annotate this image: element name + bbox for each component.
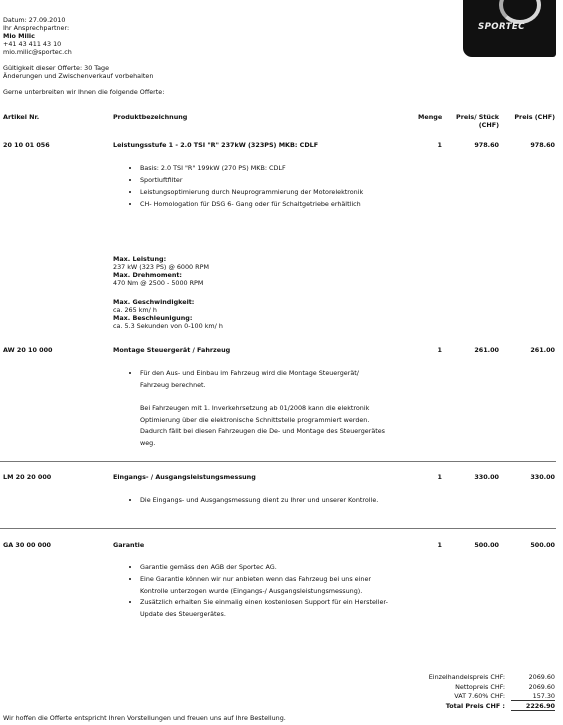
summary-value: 2069.60: [528, 683, 555, 691]
bullet: • CH- Homologation für DSG 6- Gang oder für Schaltgetriebe erhältlich: [140, 198, 390, 210]
column-header-unit-price-2: (CHF): [478, 121, 499, 129]
sportec-logo: [463, 0, 556, 57]
item-unit-price: 261.00: [474, 346, 499, 354]
logo-text: SPORTEC: [478, 22, 525, 32]
spec-value: 237 kW (323 PS) @ 6000 RPM: [113, 263, 209, 271]
bullet: • Garantie gemäss den AGB der Sportec AG.: [140, 562, 390, 574]
validity-note: [3, 64, 153, 80]
item-product: Eingangs- / Ausgangsleistungsmessung: [113, 473, 256, 481]
spec-label: Max. Leistung:: [113, 255, 167, 263]
column-header-article: Artikel Nr.: [3, 113, 40, 121]
spec-value: 470 Nm @ 2500 - 5000 RPM: [113, 279, 204, 287]
item-bullets: [130, 162, 390, 210]
item-product: Montage Steuergerät / Fahrzeug: [113, 346, 231, 354]
footer-text: Wir hoffen die Offerte entspricht Ihren Vorstellungen und freuen uns auf Ihre Bestellung.: [3, 714, 286, 722]
item-specs: [113, 298, 223, 330]
item-product: Leistungsstufe 1 - 2.0 TSI "R" 237kW (323PS) MKB: CDLF: [113, 141, 319, 149]
item-unit-price: 330.00: [474, 473, 499, 481]
row-divider: [0, 461, 556, 462]
column-header-qty: Menge: [418, 113, 443, 121]
summary-total-value: 2226.90: [511, 702, 555, 711]
intro-text: Gerne unterbreiten wir Ihnen die folgende Offerte:: [3, 88, 165, 96]
header-info: [3, 16, 72, 56]
summary-label: VAT 7.60% CHF:: [454, 692, 505, 700]
column-header-unit-price-1: Preis/ Stück: [456, 113, 499, 121]
item-qty: 1: [437, 346, 442, 354]
bullet: • Für den Aus- und Einbau im Fahrzeug wird die Montage Steuergerät/ Fahrzeug berechnet.: [140, 367, 380, 391]
item-article: 20 10 01 056: [3, 141, 50, 149]
column-header-product: Produktbezeichnung: [113, 113, 188, 121]
spec-label: Max. Drehmoment:: [113, 271, 182, 279]
bullet: • Zusätzlich erhalten Sie einmalig einen kostenlosen Support für ein Hersteller- Update des Steuergerätes.: [140, 597, 390, 621]
bullet: • Leistungsoptimierung durch Neuprogrammierung der Motorelektronik: [140, 186, 390, 198]
item-bullets: [130, 562, 390, 621]
item-article: AW 20 10 000: [3, 346, 53, 354]
item-specs: [113, 255, 209, 287]
summary-value: 157.30: [511, 692, 555, 701]
item-price: 978.60: [530, 141, 555, 149]
offer-date: Datum: 27.09.2010: [3, 16, 66, 24]
contact-email[interactable]: mio.milic@sportec.ch: [3, 48, 72, 56]
bullet: • Die Eingangs- und Ausgangsmessung dient zu Ihrer und unserer Kontrolle.: [140, 494, 380, 506]
summary-value: 2069.60: [528, 673, 555, 681]
spec-value: ca. 265 km/ h: [113, 306, 157, 314]
spec-value: ca. 5.3 Sekunden von 0-100 km/ h: [113, 322, 223, 330]
item-qty: 1: [437, 473, 442, 481]
item-qty: 1: [437, 141, 442, 149]
item-note: Bei Fahrzeugen mit 1. Inverkehrsetzung ab 01/2008 kann die elektronik Optimierung über die elektronische Schnittstelle programmiert werden. Dadurch fällt bei diesen Fahrzeugen die De- und Montage des Steuergerätes weg.: [140, 404, 385, 447]
item-unit-price: 500.00: [474, 541, 499, 549]
item-unit-price: 978.60: [474, 141, 499, 149]
row-divider: [0, 528, 556, 529]
bullet: • Eine Garantie können wir nur anbieten wenn das Fahrzeug bei uns einer Kontrolle unterzogen wurde (Eingangs-/ Ausgangsleistungsmessung).: [140, 574, 390, 598]
item-price: 500.00: [530, 541, 555, 549]
summary-label: Einzelhandelspreis CHF:: [428, 673, 505, 681]
spec-label: Max. Geschwindigkeit:: [113, 298, 195, 306]
summary-label: Nettopreis CHF:: [455, 683, 505, 691]
item-qty: 1: [437, 541, 442, 549]
column-header-price: Preis (CHF): [514, 113, 555, 121]
bullet: • Basis: 2.0 TSI "R" 199kW (270 PS) MKB: CDLF: [140, 162, 390, 174]
contact-label: Ihr Ansprechpartner:: [3, 24, 70, 32]
validity-line: Änderungen und Zwischenverkauf vorbehalten: [3, 72, 154, 80]
item-product: Garantie: [113, 541, 145, 549]
summary-total-label: Total Preis CHF :: [445, 702, 505, 710]
item-bullets: [130, 367, 380, 391]
item-bullets: [130, 494, 380, 506]
spec-label: Max. Beschleunigung:: [113, 314, 193, 322]
item-price: 330.00: [530, 473, 555, 481]
contact-phone: +41 43 411 43 10: [3, 40, 62, 48]
logo-swirl-icon: [499, 0, 541, 24]
column-header-unit-price: [452, 113, 499, 129]
validity-line: Gültigkeit dieser Offerte: 30 Tage: [3, 64, 110, 72]
contact-name: Mio Milic: [3, 32, 35, 40]
item-article: GA 30 00 000: [3, 541, 51, 549]
bullet: • Sportluftfilter: [140, 174, 390, 186]
item-price: 261.00: [530, 346, 555, 354]
item-article: LM 20 20 000: [3, 473, 52, 481]
